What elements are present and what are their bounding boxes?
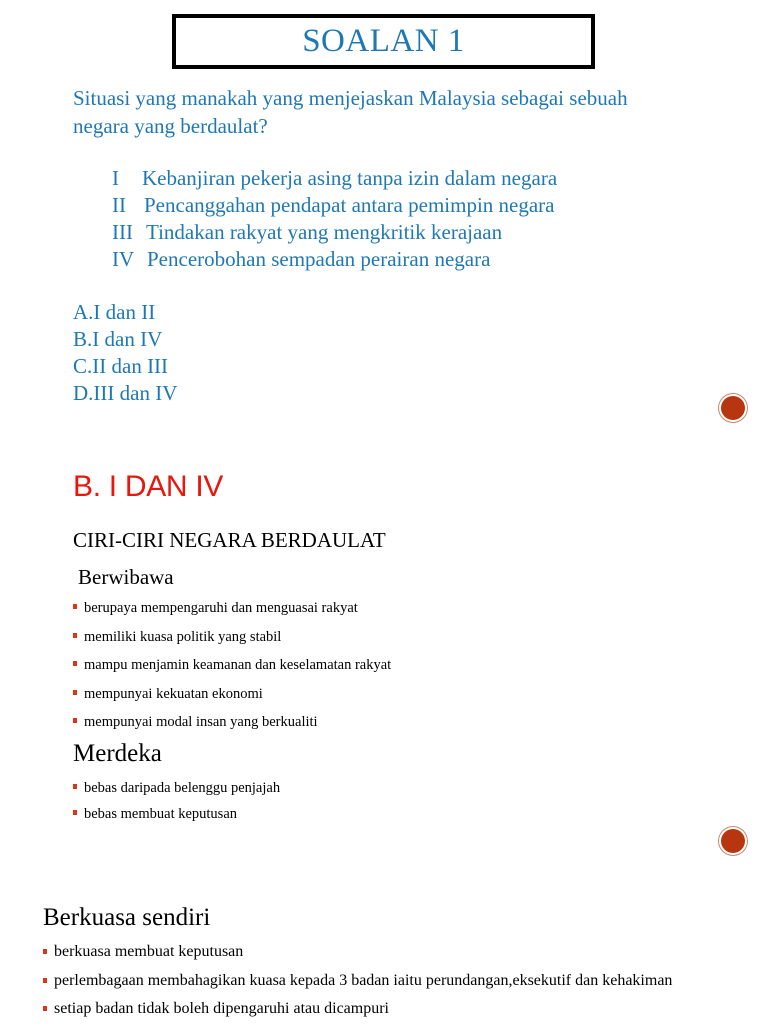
statement-number: II xyxy=(112,193,126,217)
next-slide-circle-icon[interactable] xyxy=(721,396,745,420)
berkuasa-heading: Berkuasa sendiri xyxy=(43,904,211,931)
list-item: mampu menjamin keamanan dan keselamatan rakyat xyxy=(73,655,713,684)
list-item: berupaya mempengaruhi dan menguasai rakyat xyxy=(73,598,713,627)
statement-text: Pencanggahan pendapat antara pemimpin negara xyxy=(144,193,555,217)
section-title: CIRI-CIRI NEGARA BERDAULAT xyxy=(73,528,386,552)
statement-text: Tindakan rakyat yang mengkritik kerajaan xyxy=(146,220,503,244)
berkuasa-list xyxy=(43,942,763,1028)
list-item: setiap badan tidak boleh dipengaruhi atau dicampuri xyxy=(43,999,763,1028)
berwibawa-heading: Berwibawa xyxy=(78,565,174,589)
title-box xyxy=(172,14,595,69)
question-line-1: Situasi yang manakah yang menjejaskan Malaysia sebagai sebuah xyxy=(73,86,628,110)
statement-list xyxy=(112,165,672,273)
question-text xyxy=(73,84,713,140)
option-b[interactable]: B.I dan IV xyxy=(73,327,163,351)
statement-text: Pencerobohan sempadan perairan negara xyxy=(147,247,491,271)
answer-text: B. I DAN IV xyxy=(73,470,224,503)
statement-number: IV xyxy=(112,247,135,271)
statement-number: I xyxy=(112,166,119,190)
berwibawa-list xyxy=(73,598,713,741)
statement-3 xyxy=(112,219,672,246)
option-d[interactable]: D.III dan IV xyxy=(73,381,178,405)
list-item: mempunyai kekuatan ekonomi xyxy=(73,684,713,713)
list-item: bebas daripada belenggu penjajah xyxy=(73,778,713,804)
list-item: berkuasa membuat keputusan xyxy=(43,942,763,971)
option-a[interactable]: A.I dan II xyxy=(73,300,156,324)
option-c[interactable]: C.II dan III xyxy=(73,354,169,378)
merdeka-heading: Merdeka xyxy=(73,740,162,767)
list-item: memiliki kuasa politik yang stabil xyxy=(73,627,713,656)
list-item: bebas membuat keputusan xyxy=(73,804,713,833)
question-line-2: negara yang berdaulat? xyxy=(73,114,268,138)
statement-text: Kebanjiran pekerja asing tanpa izin dalam negara xyxy=(142,166,558,190)
list-item: mempunyai modal insan yang berkualiti xyxy=(73,712,713,741)
statement-number: III xyxy=(112,220,133,244)
slide-title: SOALAN 1 xyxy=(302,23,465,59)
statement-4 xyxy=(112,246,672,273)
answer-options xyxy=(73,299,373,407)
merdeka-list xyxy=(73,778,713,833)
next-slide-circle-icon[interactable] xyxy=(721,829,745,853)
statement-1 xyxy=(112,165,672,192)
statement-2 xyxy=(112,192,672,219)
list-item: perlembagaan membahagikan kuasa kepada 3 badan iaitu perundangan,eksekutif dan kehakiman xyxy=(43,971,763,1000)
